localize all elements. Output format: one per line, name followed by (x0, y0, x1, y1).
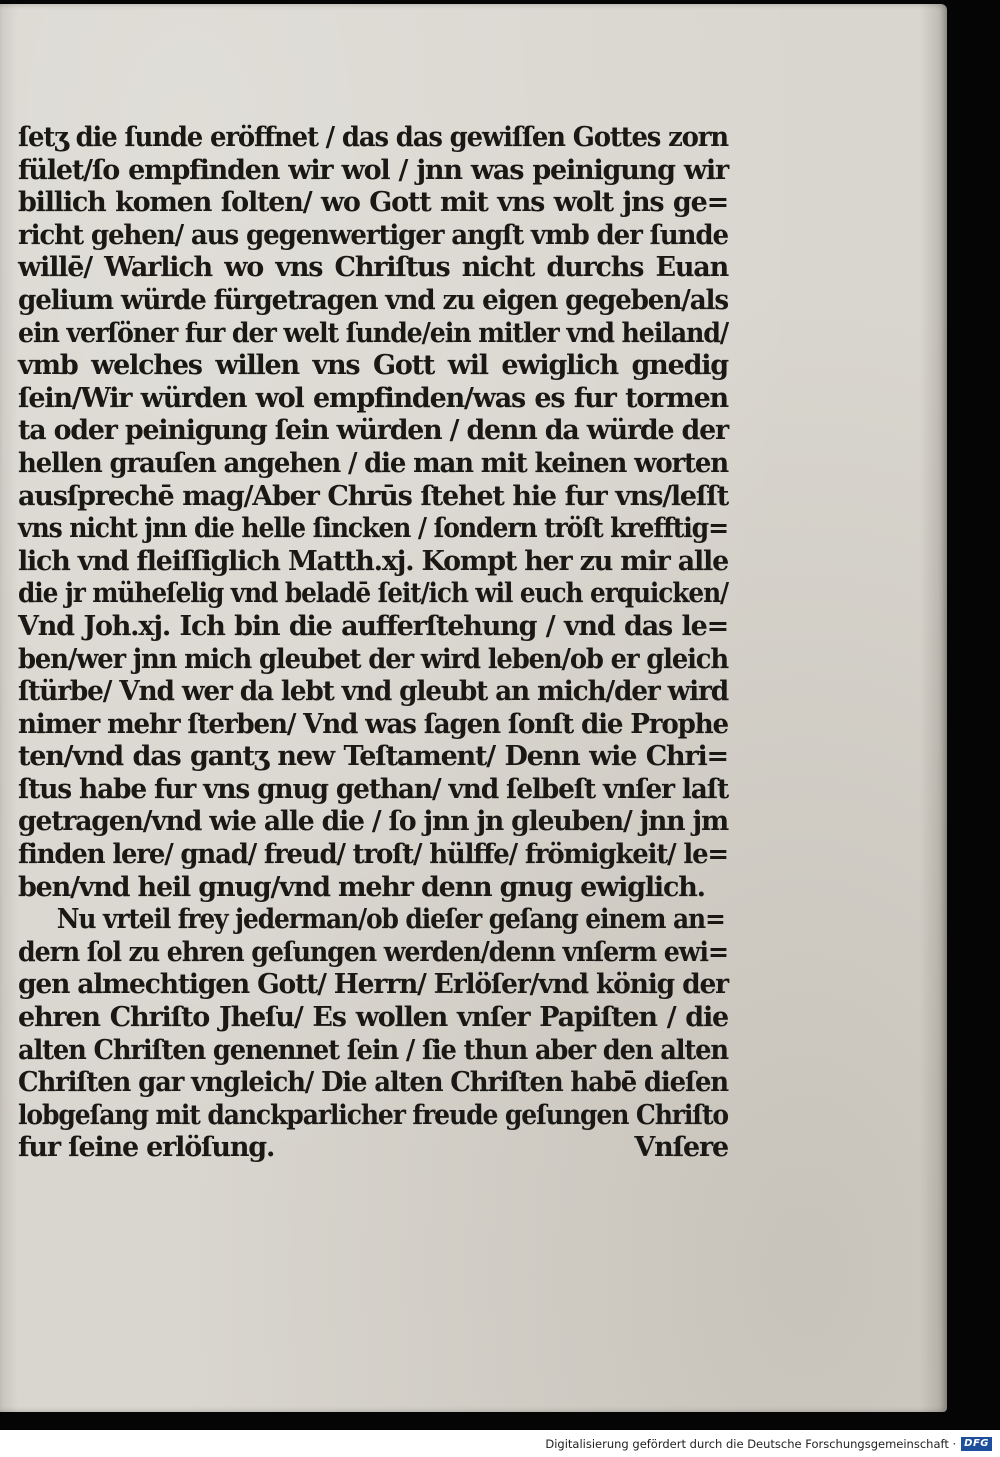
text-line: ben/wer jnn mich gleubet der wird leben/ob er gleich (18, 643, 728, 675)
text-line: Vnd Joh.xj. Ich bin die aufferſtehung / vnd das le= (18, 610, 728, 642)
text-line: alten Chriſten genennet ſein / ſie thun aber den alten (18, 1034, 728, 1066)
text-line: die jr müheſelig vnd beladē ſeit/ich wil euch erquicken/ (18, 578, 728, 610)
text-line: vmb welches willen vns Gott wil ewiglich gnedig (18, 350, 728, 382)
text-line: ſtürbe/ Vnd wer da lebt vnd gleubt an mich/der wird (18, 676, 728, 708)
text-line: hellen grauſen angehen / die man mit keinen worten (18, 447, 728, 479)
text-line-paragraph-start: Nu vrteil frey jederman/ob dieſer geſang einem an= (56, 904, 725, 936)
final-line-row (18, 1132, 728, 1165)
text-line: ehren Chriſto Jheſu/ Es wollen vnſer Papiſten / die (18, 1002, 728, 1034)
text-line: vns nicht jnn die helle ſincken / ſondern tröſt krefftig= (18, 513, 728, 545)
text-line: ben/vnd heil gnug/vnd mehr denn gnug ewiglich. (18, 871, 705, 903)
book-page (0, 4, 947, 1412)
text-line: dern ſol zu ehren geſungen werden/denn vnſerm ewi= (18, 936, 728, 968)
text-line: ein verſöner fur der welt ſunde/ein mitler vnd heiland/ (18, 317, 728, 349)
final-line: fur ſeine erlöſung. (18, 1132, 275, 1164)
text-line: ta oder peinigung ſein würden / denn da würde der (18, 415, 728, 447)
text-line: ſein/Wir würden wol empfinden/was es fur tormen (18, 382, 728, 414)
text-line: ſtus habe fur vns gnug gethan/ vnd ſelbeſt vnſer laſt (18, 773, 728, 805)
text-line: lobgeſang mit danckparlicher freude geſungen Chriſto (18, 1099, 728, 1131)
text-line: gelium würde fürgetragen vnd zu eigen gegeben/als (18, 284, 728, 316)
text-line: willē/ Warlich wo vns Chriſtus nicht durchs Euan (18, 252, 728, 284)
text-line: finden lere/ gnad/ freud/ troſt/ hülffe/ frömigkeit/ le= (18, 839, 728, 871)
text-line: nimer mehr ſterben/ Vnd was ſagen ſonſt die Prophe (18, 708, 728, 740)
footer-bar (0, 1430, 1000, 1457)
text-line: ausſprechē mag/Aber Chrūs ſtehet hie fur vns/leſſt (18, 480, 728, 512)
text-line: ten/vnd das gantʒ new Teſtament/ Denn wie Chri= (18, 741, 728, 773)
funding-credit: Digitalisierung gefördert durch die Deutsche Forschungsgemeinschaft · (545, 1436, 957, 1451)
text-line: lich vnd fleiſſiglich Matth.xj. Kompt her zu mir alle (18, 545, 728, 577)
text-line: getragen/vnd wie alle die / ſo jnn jn gleuben/ jnn jm (18, 806, 728, 838)
body-text (18, 122, 728, 1165)
dfg-logo-icon: DFG (961, 1437, 992, 1451)
text-line: Chriſten gar vngleich/ Die alten Chriſten habē dieſen (18, 1067, 728, 1099)
text-line: billich komen ſolten/ wo Gott mit vns wolt jns ge= (18, 187, 728, 219)
text-line: gen almechtigen Gott/ Herrn/ Erlöſer/vnd könig der (18, 969, 728, 1001)
text-line: ſetʒ die ſunde eröffnet / das das gewiſſen Gottes zorn (18, 122, 728, 153)
text-line: richt gehen/ aus gegenwertiger angſt vmb der ſunde (18, 219, 728, 251)
catchword: Vnſere (634, 1132, 728, 1164)
text-line: fület/ſo empfinden wir wol / jnn was peinigung wir (18, 154, 728, 186)
